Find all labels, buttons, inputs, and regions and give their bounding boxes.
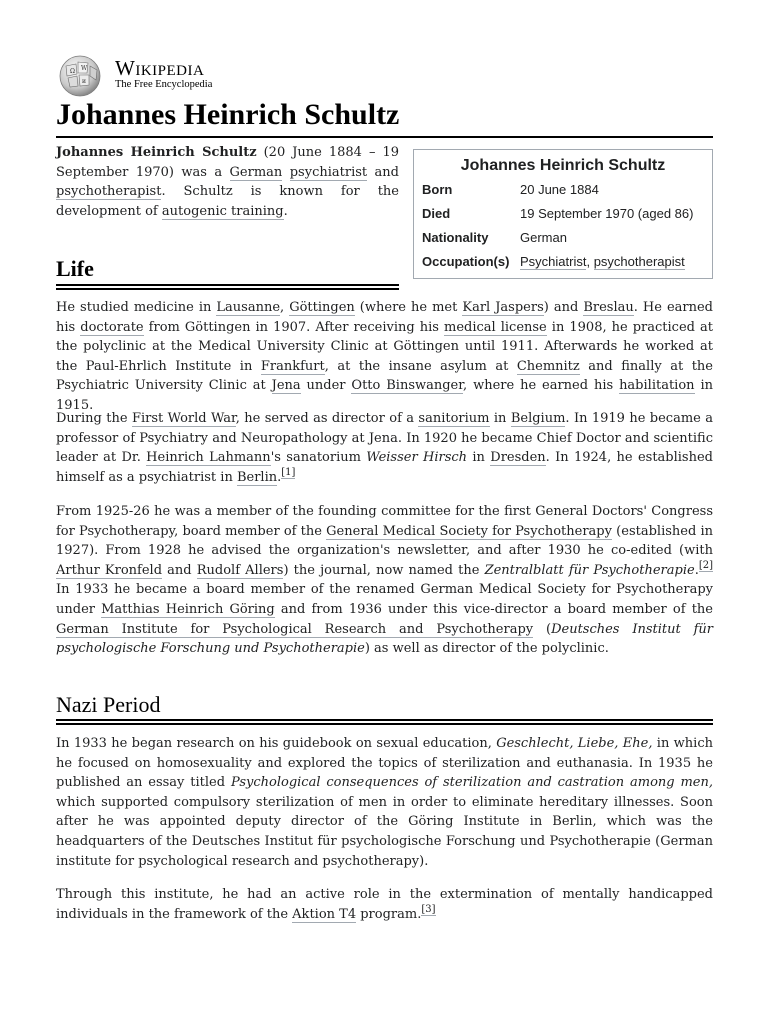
infobox — [413, 149, 713, 279]
link-medical-license[interactable]: medical license — [444, 319, 547, 335]
link-psychiatrist[interactable]: psychiatrist — [289, 164, 368, 180]
link-aktion-t4[interactable]: Aktion T4 — [292, 906, 357, 922]
link-german[interactable]: German — [229, 164, 283, 180]
link-matthias-heinrich-goring[interactable]: Matthias Heinrich Göring — [101, 601, 275, 617]
site-header[interactable] — [56, 54, 356, 94]
link-german-institute[interactable]: German Institute for Psychological Research and Psychotherapy — [56, 621, 534, 637]
link-sanitorium[interactable]: sanitorium — [418, 411, 490, 426]
link-autogenic-training[interactable]: autogenic training — [161, 203, 284, 219]
link-dresden[interactable]: Dresden — [490, 450, 546, 466]
link-breslau[interactable]: Breslau — [583, 300, 634, 315]
nazi-paragraph-1: In 1933 he began research on his guidebook on sexual education, Geschlecht, Liebe, Ehe, in which he focused on homosexuality and explored the topics of sterilization and euthanasia. In 1935 he published an essay titled Psychological consequences of sterilization and castration among men, which supported compulsory sterilization of men in order to eliminate hereditary illnesses. Soon after he was appointed deputy director of the Göring Institute in Berlin, which was the headquarters of the Deutsches Institut für psychologische Forschung und Psychotherapie (German institute for psychological research and psychotherapy). — [56, 736, 713, 869]
link-habilitation[interactable]: habilitation — [619, 378, 695, 394]
link-chemnitz[interactable]: Chemnitz — [516, 358, 580, 374]
link-karl-jaspers[interactable]: Karl Jaspers — [462, 300, 544, 315]
infobox-caption: Johannes Heinrich Schultz — [460, 157, 666, 174]
link-jena[interactable]: Jena — [271, 378, 301, 394]
link-belgium[interactable]: Belgium — [510, 411, 566, 426]
link-frankfurt[interactable]: Frankfurt — [260, 358, 325, 374]
section-divider-life — [56, 284, 399, 290]
infobox-value: 19 September 1970 (aged 86) — [520, 206, 694, 221]
infobox-label: Nationality — [422, 230, 489, 245]
link-lausanne[interactable]: Lausanne — [216, 300, 281, 315]
nazi-paragraph-2: Through this institute, he had an active role in the extermination of mentally handicapped individuals in the framework of the Aktion T4 program.[3] — [56, 887, 713, 922]
page-title: Johannes Heinrich Schultz — [56, 98, 400, 131]
svg-text:и: и — [82, 78, 86, 85]
section-heading-nazi-period: Nazi Period — [56, 692, 161, 717]
infobox-label: Born — [422, 182, 453, 197]
reference-3[interactable]: [3] — [421, 904, 436, 916]
section-divider-nazi-period — [56, 719, 713, 725]
infobox-row-occupation — [422, 254, 708, 276]
link-first-world-war[interactable]: First World War — [131, 411, 236, 426]
infobox-row-died — [422, 206, 708, 228]
infobox-row-born — [422, 182, 708, 204]
link-berlin[interactable]: Berlin — [236, 469, 278, 485]
wikipedia-globe-icon[interactable] — [56, 54, 104, 98]
intro-bold-name: Johannes Heinrich Schultz — [56, 145, 257, 160]
link-general-medical-society[interactable]: General Medical Society for Psychotherapy — [326, 523, 612, 539]
link-heinrich-lahmann[interactable]: Heinrich Lahmann — [146, 450, 271, 466]
link-gottingen[interactable]: Göttingen — [289, 300, 355, 315]
link-arthur-kronfeld[interactable]: Arthur Kronfeld — [56, 562, 163, 578]
infobox-label: Occupation(s) — [422, 254, 510, 269]
wikipedia-wordmark: Wikipedia — [115, 56, 205, 80]
infobox-label: Died — [422, 206, 451, 221]
link-occupation-psychotherapist[interactable]: psychotherapist — [593, 254, 685, 269]
reference-2[interactable]: [2] — [698, 560, 713, 572]
wikipedia-tagline: The Free Encyclopedia — [115, 79, 213, 90]
link-otto-binswanger[interactable]: Otto Binswanger — [351, 378, 464, 394]
intro-paragraph: Johannes Heinrich Schultz (20 June 1884 – 19 September 1970) was a German psychiatrist and psychotherapist. Schultz is known for the development of autogenic training. — [56, 145, 399, 219]
link-psychotherapist[interactable]: psychotherapist — [56, 184, 162, 200]
infobox-value: 20 June 1884 — [520, 182, 599, 197]
infobox-value: Psychiatrist, psychotherapist — [520, 254, 685, 269]
life-paragraph-1: He studied medicine in Lausanne, Göttingen (where he met Karl Jaspers) and Breslau. He earned his doctorate from Göttingen in 1907. After receiving his medical license in 1908, he practiced at the polyclinic at the Medical University Clinic at Göttingen until 1911. Afterwards he worked at the Paul-Ehrlich Institute in Frankfurt, at the insane asylum at Chemnitz and finally at the Psychiatric University Clinic at Jena under Otto Binswanger, where he earned his habilitation in 1915. — [56, 300, 713, 413]
svg-text:Ω: Ω — [70, 68, 75, 75]
link-rudolf-allers[interactable]: Rudolf Allers — [196, 562, 284, 578]
title-divider — [56, 136, 713, 138]
life-paragraph-3: From 1925-26 he was a member of the founding committee for the first General Doctors' Congress for Psychotherapy, board member of the General Medical Society for Psychotherapy (established in 1927). From 1928 he advised the organization's newsletter, and after 1930 he co-edited (with Arthur Kronfeld and Rudolf Allers) the journal, now named the Zentralblatt für Psychotherapie.[2] In 1933 he became a board member of the renamed German Medical Society for Psychotherapy under Matthias Heinrich Göring and from 1936 under this vice-director a board member of the German Institute for Psychological Research and Psychotherapy (Deutsches Institut für psychologische Forschung und Psychotherapie) as well as director of the polyclinic. — [56, 504, 714, 657]
link-occupation-psychiatrist[interactable]: Psychiatrist — [520, 254, 587, 269]
reference-1[interactable]: [1] — [281, 467, 296, 479]
infobox-value: German — [520, 230, 567, 245]
link-doctorate[interactable]: doctorate — [80, 319, 144, 335]
infobox-row-nationality — [422, 230, 708, 252]
svg-text:W: W — [81, 65, 88, 72]
section-heading-life: Life — [56, 256, 94, 281]
life-paragraph-2: During the First World War, he served as director of a sanitorium in Belgium. In 1919 he became a professor of Psychiatry and Neuropathology at Jena. In 1920 he became Chief Doctor and scientific leader at Dr. Heinrich Lahmann's sanatorium Weisser Hirsch in Dresden. In 1924, he established himself as a psychiatrist in Berlin.[1] — [56, 411, 713, 485]
